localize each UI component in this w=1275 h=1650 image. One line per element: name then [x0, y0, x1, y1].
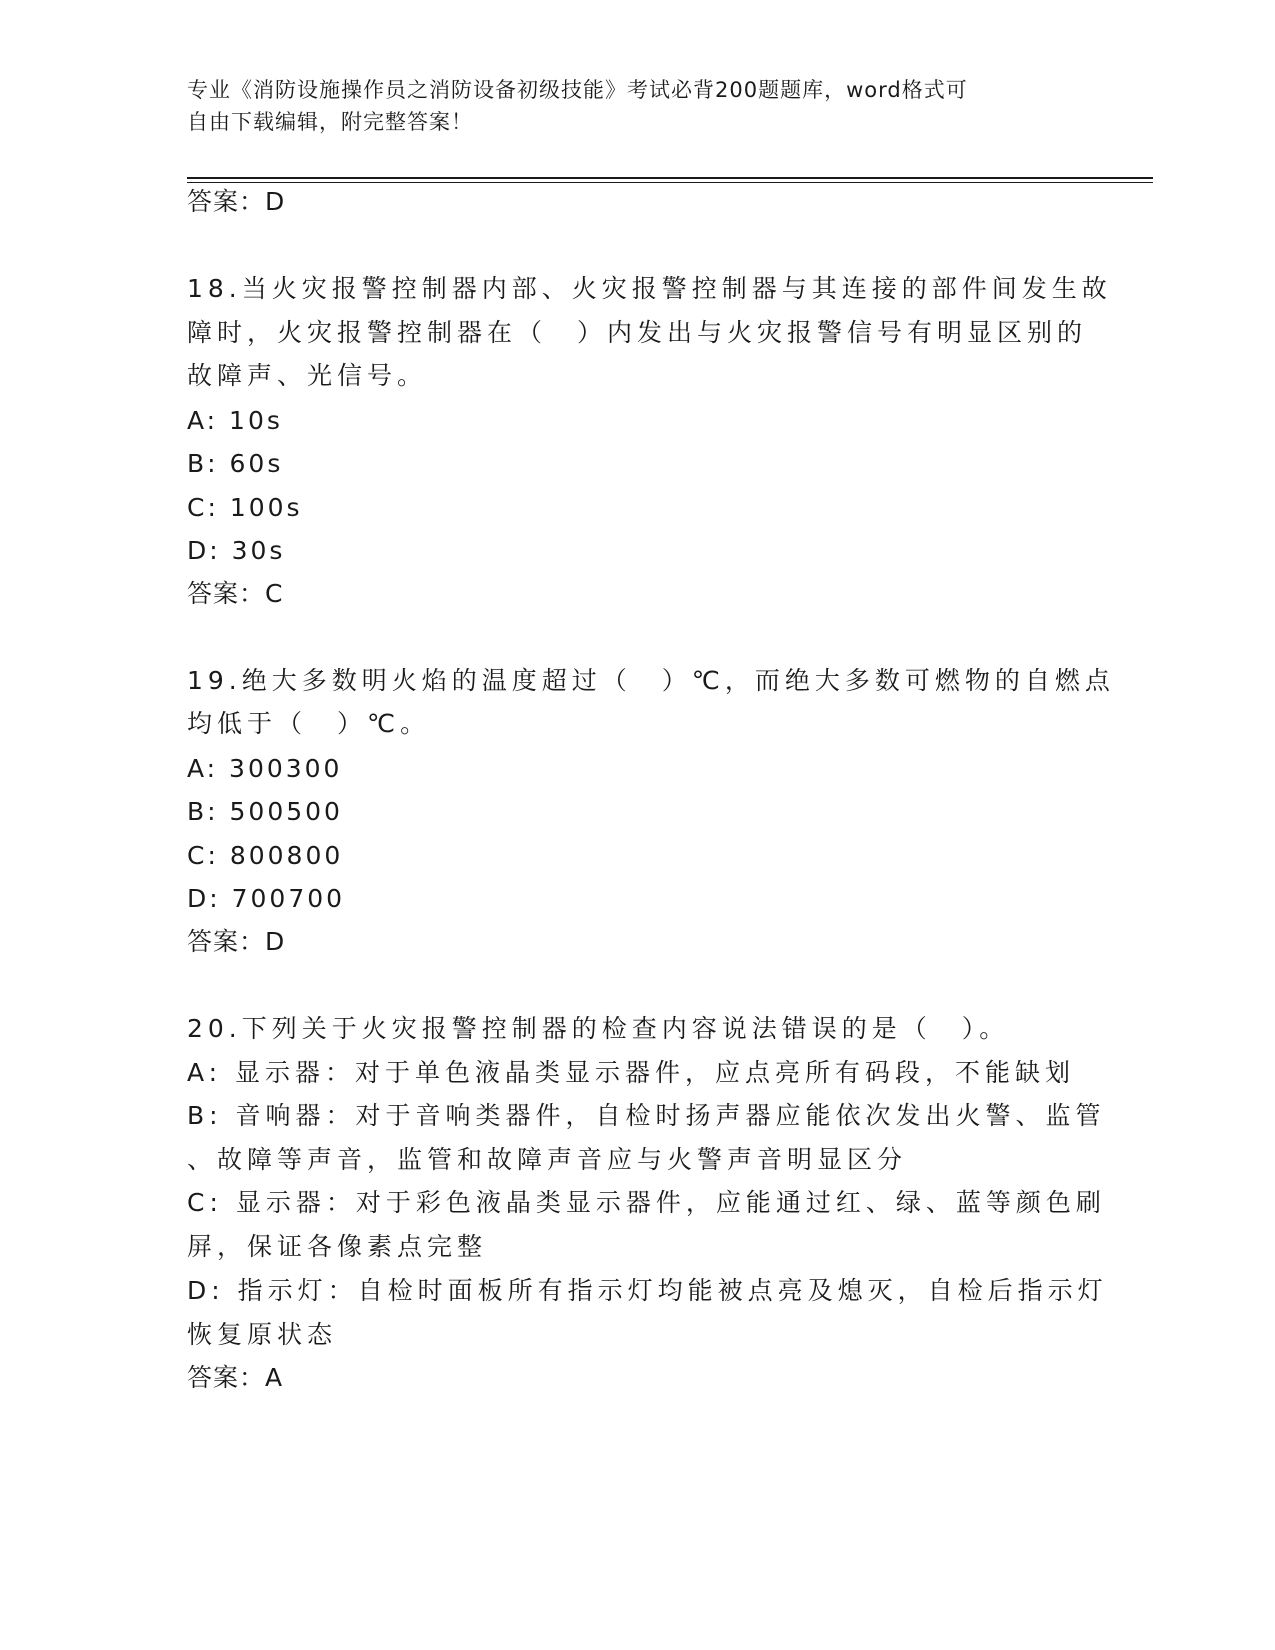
header-line-2: 自由下载编辑，附完整答案！ [187, 110, 473, 134]
option-d: D: 指示灯：自检时面板所有指示灯均能被点亮及熄灭，自检后指示灯 [187, 1276, 1108, 1305]
answer-line: 答案：A [187, 1363, 284, 1392]
option-b: B: 500500 [187, 797, 343, 826]
option-b: B: 60s [187, 449, 284, 478]
question-stem-line: 18.当火灾报警控制器内部、火灾报警控制器与其连接的部件间发生故 [187, 274, 1112, 303]
option-c: C: 显示器：对于彩色液晶类显示器件，应能通过红、绿、蓝等颜色刷 [187, 1188, 1106, 1217]
option-d: D: 30s [187, 536, 286, 565]
header-rule-thick [187, 177, 1153, 179]
option-d-continued: 恢复原状态 [187, 1320, 338, 1349]
option-a: A: 10s [187, 406, 283, 435]
header-rule-thin [187, 182, 1153, 183]
answer-line: 答案：C [187, 579, 284, 608]
question-stem-line: 20.下列关于火灾报警控制器的检查内容说法错误的是（ ）。 [187, 1014, 1010, 1043]
question-stem-line: 故障声、光信号。 [187, 361, 428, 390]
question-stem-line: 19.绝大多数明火焰的温度超过（ ）℃，而绝大多数可燃物的自燃点 [187, 666, 1115, 695]
option-d: D: 700700 [187, 884, 346, 913]
answer-line: 答案：D [187, 927, 286, 956]
document-page [187, 0, 1153, 1650]
question-stem-line: 均低于（ ）℃。 [187, 709, 431, 738]
option-a: A: 300300 [187, 754, 343, 783]
option-c-continued: 屏，保证各像素点完整 [187, 1232, 488, 1261]
option-c: C: 100s [187, 493, 303, 522]
option-c: C: 800800 [187, 841, 344, 870]
option-b: B: 音响器：对于音响类器件，自检时扬声器应能依次发出火警、监管 [187, 1101, 1106, 1130]
page-header [187, 74, 1067, 138]
question-stem-line: 障时，火灾报警控制器在（ ）内发出与火灾报警信号有明显区别的 [187, 318, 1088, 347]
header-line-1: 专业《消防设施操作员之消防设备初级技能》考试必背200题题库，word格式可 [187, 78, 968, 102]
previous-answer: 答案：D [187, 187, 286, 216]
option-a: A: 显示器：对于单色液晶类显示器件，应点亮所有码段，不能缺划 [187, 1058, 1076, 1087]
option-b-continued: 、故障等声音，监管和故障声音应与火警声音明显区分 [187, 1145, 908, 1174]
